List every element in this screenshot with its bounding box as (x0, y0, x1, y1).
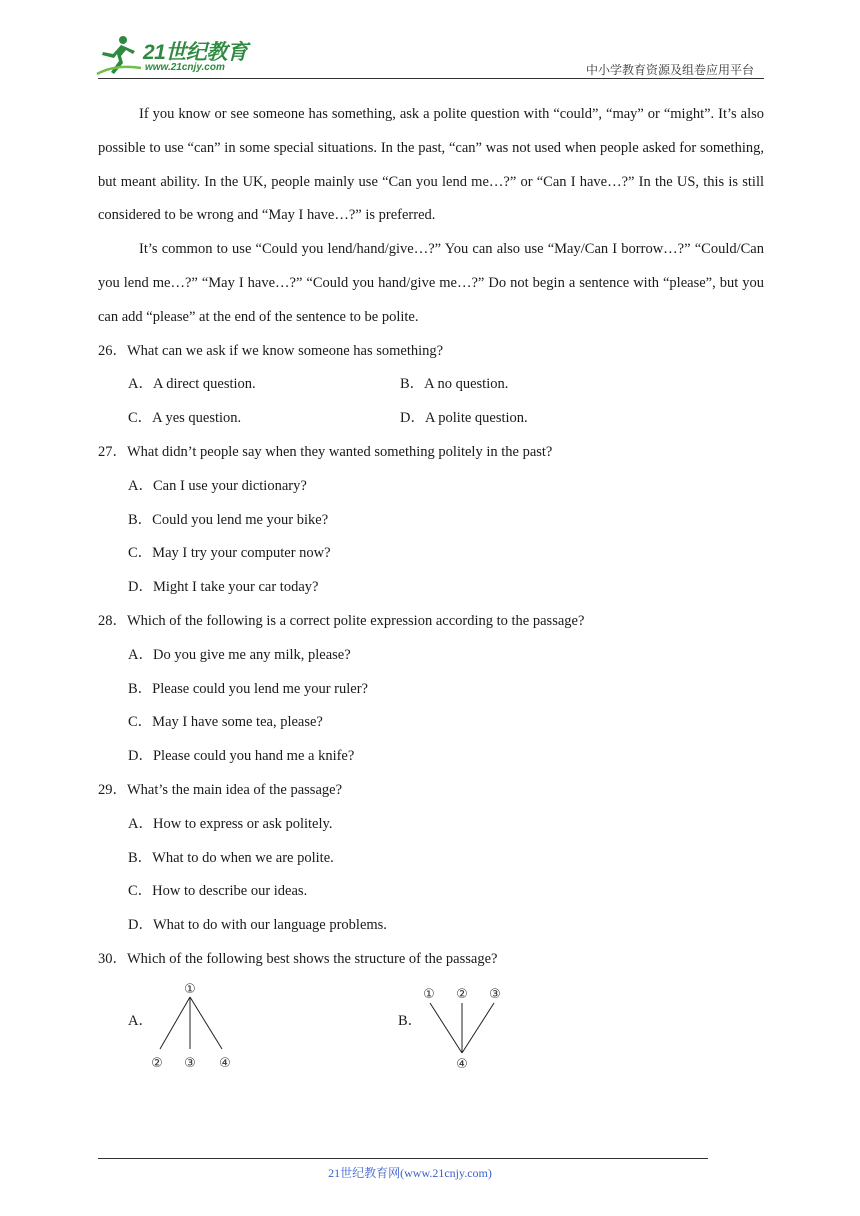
option-c: C．How to describe our ideas. (128, 883, 308, 900)
option-d: D．Please could you hand me a knife? (128, 748, 355, 765)
diagram-b-node-3: ③ (489, 986, 501, 1002)
footer-link[interactable]: 21世纪教育网(www.21cnjy.com) (328, 1166, 492, 1180)
structure-diagrams (98, 981, 764, 1091)
option-a: A． (128, 1012, 153, 1029)
question-26-options-row-2 (128, 402, 764, 436)
footer-divider (98, 1158, 708, 1159)
page-footer (0, 1164, 860, 1181)
diagram-b-node-1: ① (423, 986, 435, 1002)
diagram-a-node-3: ③ (184, 1055, 196, 1071)
logo-wordmark: 21世纪教育 (143, 41, 248, 64)
question-28: 28．Which of the following is a correct polite expression according to the passage? (98, 612, 585, 629)
question-26-options-row-1 (128, 368, 764, 402)
option-c: C．May I have some tea, please? (128, 714, 323, 731)
option-c: C．May I try your computer now? (128, 545, 331, 562)
passage-paragraph-2: It’s common to use “Could you lend/hand/give…?” You can also use “May/Can I borrow…?” “Could/Can you lend me…?” “May I have…?” “Could you hand/give me…?” Do not begin a sentence with “please”, but you can add “please” at the end of the sentence to be polite. (98, 241, 764, 325)
platform-name: 中小学教育资源及组卷应用平台 (585, 63, 754, 77)
question-29: 29．What’s the main idea of the passage? (98, 781, 343, 798)
option-a: A．A direct question. (128, 376, 256, 393)
runner-logo-icon (95, 34, 145, 78)
option-b: B．Could you lend me your bike? (128, 511, 329, 528)
option-d: D．A polite question. (400, 410, 528, 427)
question-30: 30．Which of the following best shows the structure of the passage? (98, 950, 498, 967)
option-b: B．Please could you lend me your ruler? (128, 680, 368, 697)
option-d: D．What to do with our language problems. (128, 917, 387, 934)
option-a: A．Can I use your dictionary? (128, 477, 307, 494)
logo-url: www.21cnjy.com (145, 62, 225, 73)
diagram-b-node-4: ④ (456, 1056, 468, 1072)
option-b: B．What to do when we are polite. (128, 849, 334, 866)
diagram-b-node-2: ② (456, 986, 468, 1002)
option-a: A．Do you give me any milk, please? (128, 646, 351, 663)
site-logo (95, 34, 255, 78)
header-divider (98, 78, 764, 79)
passage-paragraph-1: If you know or see someone has something, ask a polite question with “could”, “may” or “might”. It’s also possible to use “can” in some special situations. In the past, “can” was not used when people asked for something, but meant ability. In the UK, people mainly use “Can you lend me…?” or “Can I have…?” In the US, this is still considered to be wrong and “May I have…?” is preferred. (98, 106, 764, 224)
option-a: A．How to express or ask politely. (128, 815, 333, 832)
option-c: C．A yes question. (128, 410, 242, 427)
document-body (98, 98, 764, 1091)
structure-diagram-a (148, 981, 248, 1081)
diagram-a-node-4: ④ (219, 1055, 231, 1071)
option-b: B． (398, 1012, 423, 1029)
option-d: D．Might I take your car today? (128, 579, 319, 596)
option-b: B．A no question. (400, 376, 509, 393)
diagram-a-node-2: ② (151, 1055, 163, 1071)
question-27: 27．What didn’t people say when they wanted something politely in the past? (98, 443, 553, 460)
question-26: 26．What can we ask if we know someone has something? (98, 342, 444, 359)
page-header (0, 0, 860, 80)
structure-diagram-b (418, 983, 518, 1083)
diagram-a-node-1: ① (184, 981, 196, 997)
